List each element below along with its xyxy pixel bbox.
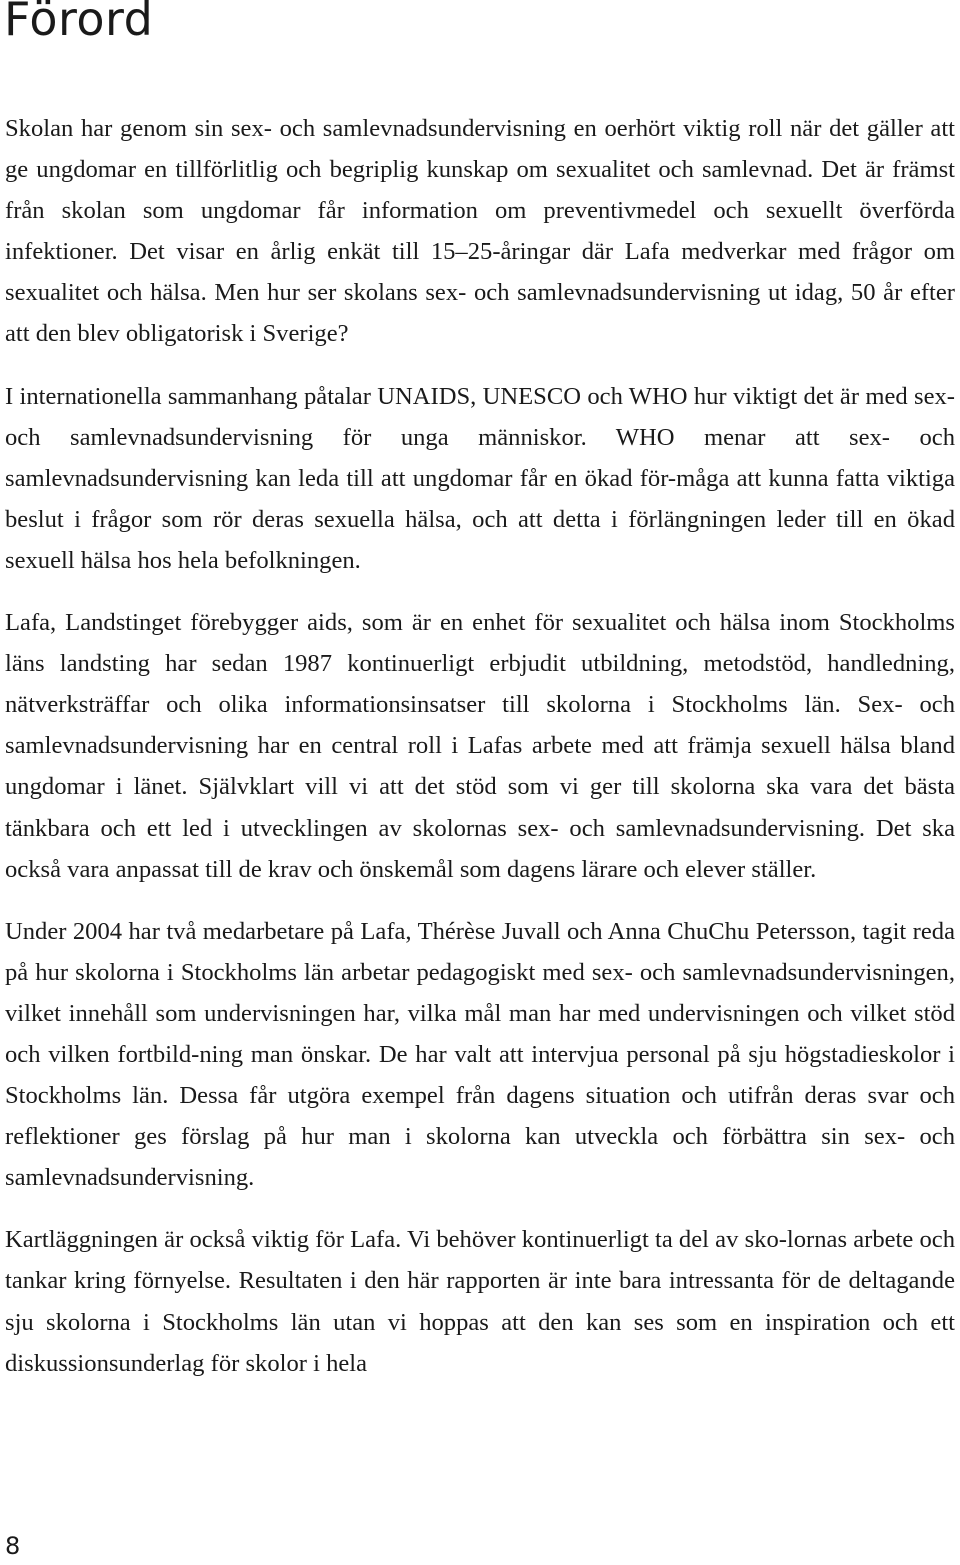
paragraph-2: I internationella sammanhang påtalar UNAIDS, UNESCO och WHO hur viktigt det är med sex- och samlevnadsundervisning för unga människor. WHO menar att sex- och samlevnadsundervisning kan leda till att ungdomar får en ökad för-måga att kunna fatta viktiga beslut i frågor som rör deras sexuella hälsa, och att detta i förlängningen leder till en ökad sexuell hälsa hos hela befolkningen.	[5, 382, 955, 574]
page-title: Förord	[4, 0, 154, 46]
paragraph-5: Kartläggningen är också viktig för Lafa. Vi behöver kontinuerligt ta del av sko-lornas arbete och tankar kring förnyelse. Resultaten i den här rapporten är inte bara intressanta för de deltagande sju skolorna i Stockholms län utan vi hoppas att den kan ses som en inspiration och ett diskussionsunderlag för skolor i hela	[5, 1226, 955, 1377]
paragraph-4: Under 2004 har två medarbetare på Lafa, Thérèse Juvall och Anna ChuChu Petersson, tagit reda på hur skolorna i Stockholms län arbetar pedagogiskt med sex- och samlevnadsundervisningen, vilket innehåll som undervisningen har, vilka mål man har med undervisningen och vilket stöd och vilken fortbild-ning man önskar. De har valt att intervjua personal på sju högstadieskolor i Stockholms län. Dessa får utgöra exempel från dagens situation och utifrån deras svar och reflektioner ges förslag på hur man i skolorna kan utveckla och förbättra sin sex- och samlevnadsundervisning.	[5, 917, 955, 1192]
body-text	[5, 108, 955, 1405]
page-number: 8	[5, 1532, 21, 1560]
paragraph-3: Lafa, Landstinget förebygger aids, som är en enhet för sexualitet och hälsa inom Stockholms läns landsting har sedan 1987 kontinuerligt erbjudit utbildning, metodstöd, handledning, nätverksträffar och olika informationsinsatser till skolorna i Stockholms län. Sex- och samlevnadsundervisning har en central roll i Lafas arbete med att främja sexuell hälsa bland ungdomar i länet. Självklart vill vi att det stöd som vi ger till skolorna ska vara det bästa tänkbara och ett led i utvecklingen av skolornas sex- och samlevnadsundervisning. Det ska också vara anpassat till de krav och önskemål som dagens lärare och elever ställer.	[5, 609, 955, 883]
paragraph-1: Skolan har genom sin sex- och samlevnadsundervisning en oerhört viktig roll när det gäller att ge ungdomar en tillförlitlig och begriplig kunskap om sexualitet och samlevnad. Det är främst från skolan som ungdomar får information om preventivmedel och sexuellt överförda infektioner. Det visar en årlig enkät till 15–25-åringar där Lafa medverkar med frågor om sexualitet och hälsa. Men hur ser skolans sex- och samlevnadsundervisning ut idag, 50 år efter att den blev obligatorisk i Sverige?	[5, 115, 955, 348]
